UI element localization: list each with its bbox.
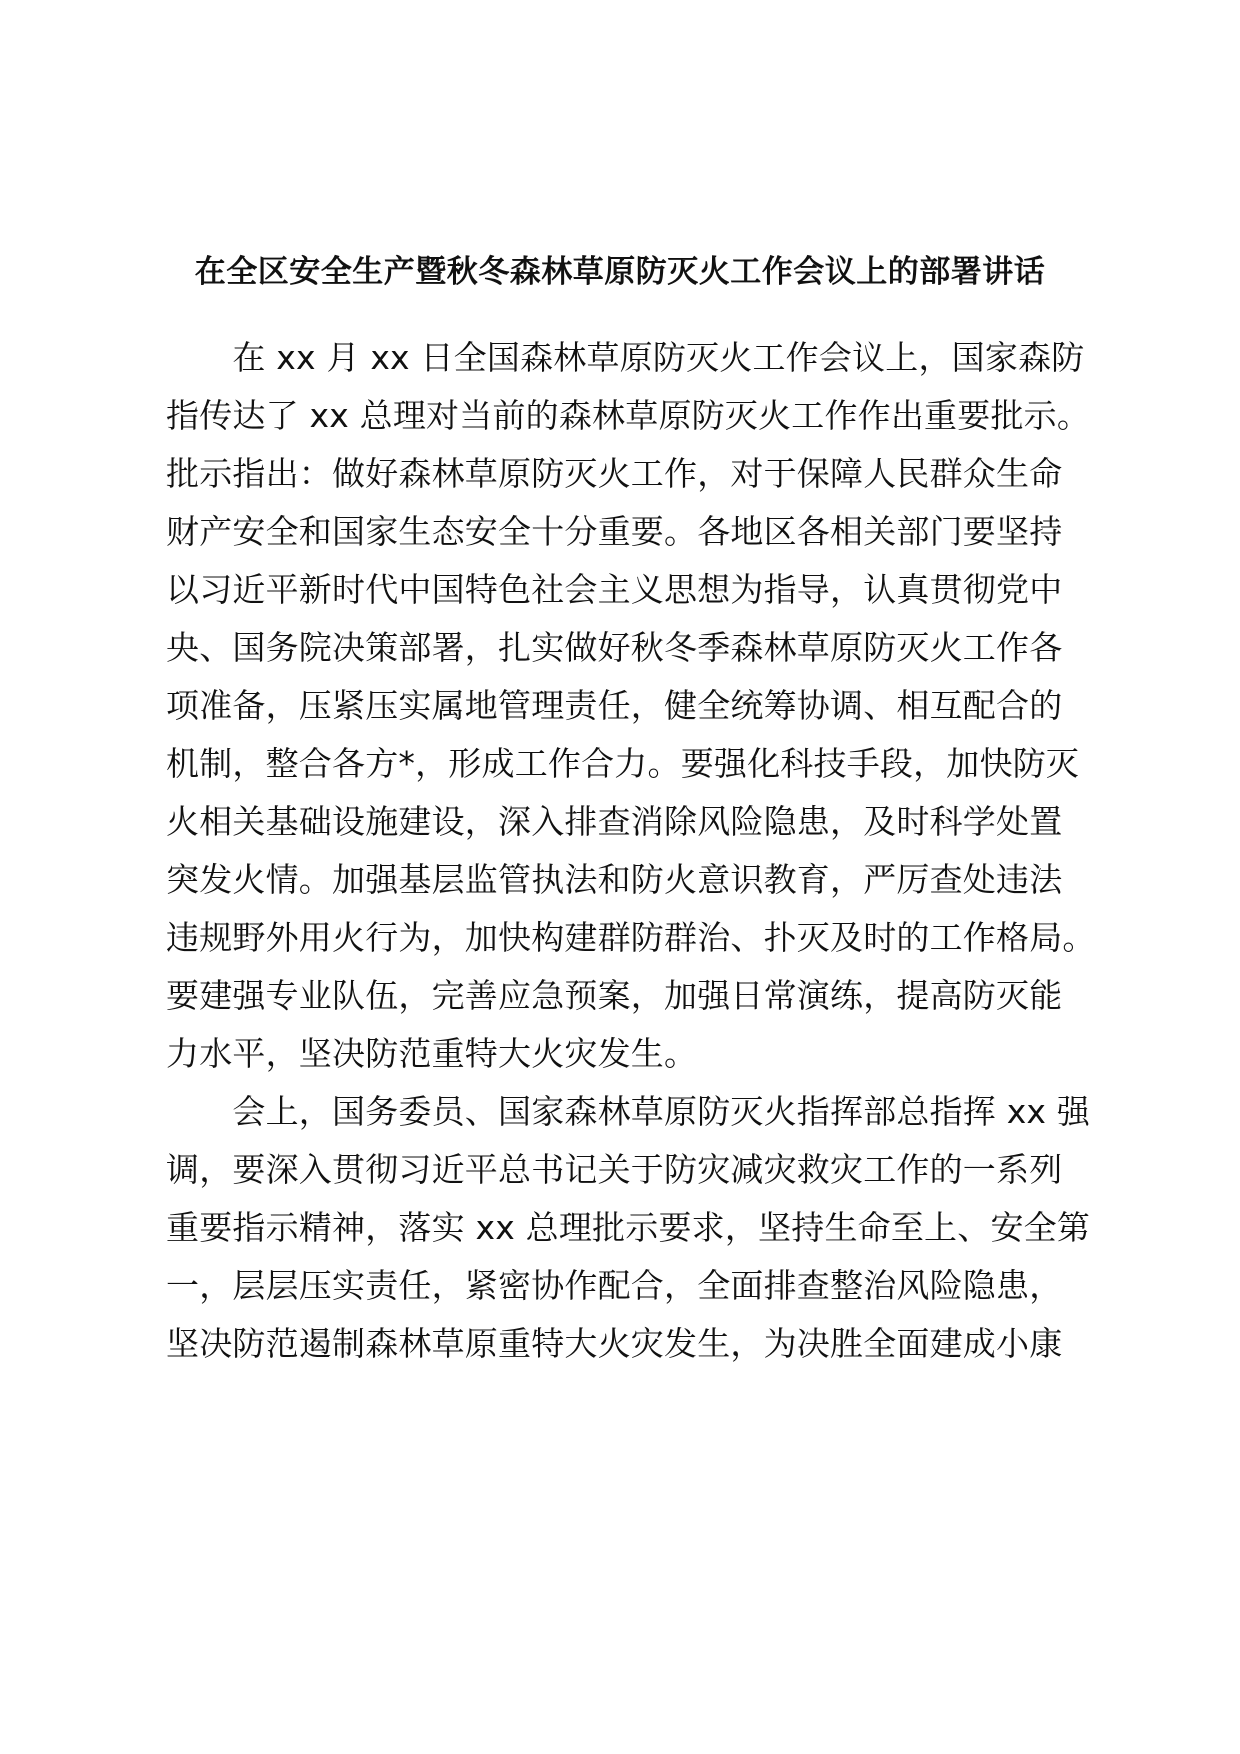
body-line: 财产安全和国家生态安全十分重要。各地区各相关部门要坚持: [166, 512, 1063, 551]
body-line: 机制，整合各方*，形成工作合力。要强化科技手段，加快防灭: [166, 744, 1080, 783]
body-line: 会上，国务委员、国家森林草原防灭火指挥部总指挥 xx 强: [166, 1092, 1091, 1131]
body-line: 一，层层压实责任，紧密协作配合，全面排查整治风险隐患，: [166, 1266, 1063, 1305]
body-line: 调，要深入贯彻习近平总书记关于防灾减灾救灾工作的一系列: [166, 1150, 1063, 1189]
body-line: 重要指示精神，落实 xx 总理批示要求，坚持生命至上、安全第: [166, 1208, 1091, 1247]
body-line: 违规野外用火行为，加快构建群防群治、扑灭及时的工作格局。: [166, 918, 1096, 957]
body-line: 以习近平新时代中国特色社会主义思想为指导，认真贯彻党中: [166, 570, 1063, 609]
body-line: 火相关基础设施建设，深入排查消除风险隐患，及时科学处置: [166, 802, 1063, 841]
body-line: 批示指出：做好森林草原防灭火工作，对于保障人民群众生命: [166, 454, 1063, 493]
document-title: 在全区安全生产暨秋冬森林草原防灭火工作会议上的部署讲话: [194, 254, 1046, 290]
body-line: 项准备，压紧压实属地管理责任，健全统筹协调、相互配合的: [166, 686, 1063, 725]
body-line: 央、国务院决策部署，扎实做好秋冬季森林草原防灭火工作各: [166, 628, 1063, 667]
body-line: 指传达了 xx 总理对当前的森林草原防灭火工作作出重要批示。: [166, 396, 1091, 435]
body-line: 力水平，坚决防范重特大火灾发生。: [166, 1034, 698, 1073]
body-line: 要建强专业队伍，完善应急预案，加强日常演练，提高防灭能: [166, 976, 1063, 1015]
body-line: 坚决防范遏制森林草原重特大火灾发生，为决胜全面建成小康: [166, 1324, 1063, 1363]
body-line: 在 xx 月 xx 日全国森林草原防灭火工作会议上，国家森防: [166, 338, 1085, 377]
body-line: 突发火情。加强基层监管执法和防火意识教育，严厉查处违法: [166, 860, 1063, 899]
